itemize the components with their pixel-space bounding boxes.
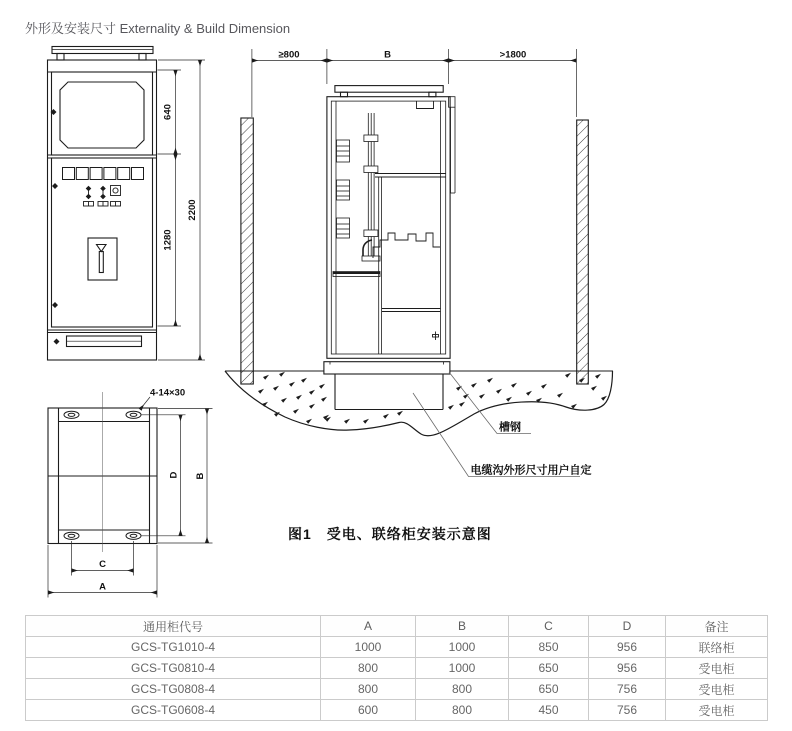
cell-remark: 受电柜 bbox=[666, 700, 768, 721]
dim-right-clearance: >1800 bbox=[499, 49, 527, 61]
cell-b: 800 bbox=[416, 679, 509, 700]
inspection-window bbox=[60, 82, 144, 148]
selector-switch bbox=[111, 186, 121, 196]
col-header-d: D bbox=[589, 616, 666, 637]
table-row bbox=[26, 658, 768, 679]
soil-boundary bbox=[225, 371, 613, 436]
insulator-stack bbox=[337, 140, 350, 238]
installation-view bbox=[225, 49, 613, 477]
cell-code: GCS-TG0808-4 bbox=[26, 679, 321, 700]
lifting-bar bbox=[52, 47, 153, 54]
cell-c: 450 bbox=[509, 700, 589, 721]
cell-code: GCS-TG0810-4 bbox=[26, 658, 321, 679]
cell-b: 800 bbox=[416, 700, 509, 721]
dim-label-a: A bbox=[99, 581, 106, 593]
button-group bbox=[84, 186, 121, 207]
col-header-b: B bbox=[416, 616, 509, 637]
cabinet-section bbox=[327, 86, 455, 359]
cell-c: 850 bbox=[509, 637, 589, 658]
cabinet-body bbox=[48, 60, 157, 360]
cell-c: 650 bbox=[509, 679, 589, 700]
breaker-outline bbox=[373, 233, 440, 258]
busbar bbox=[362, 113, 380, 261]
left-wall bbox=[241, 118, 253, 384]
cell-a: 800 bbox=[321, 658, 416, 679]
col-header-code: 通用柜代号 bbox=[26, 616, 321, 637]
cell-a: 800 bbox=[321, 679, 416, 700]
dim-label-d: D bbox=[168, 471, 180, 479]
installation-dimensions bbox=[252, 49, 577, 117]
conduit-hook bbox=[363, 240, 372, 256]
lower-door bbox=[52, 158, 153, 327]
cell-a: 1000 bbox=[321, 637, 416, 658]
table-row bbox=[26, 679, 768, 700]
cell-b: 1000 bbox=[416, 658, 509, 679]
section-title: 外形及安装尺寸 Externality & Build Dimension bbox=[25, 21, 291, 36]
front-view-dimensions bbox=[158, 60, 206, 360]
plan-view-dimensions bbox=[48, 388, 213, 598]
dim-label-c: C bbox=[99, 559, 106, 570]
col-header-c: C bbox=[509, 616, 589, 637]
ground bbox=[225, 371, 613, 436]
leader-labels bbox=[413, 372, 592, 477]
base-and-trench bbox=[324, 362, 450, 410]
front-view bbox=[48, 47, 157, 361]
cell-remark: 受电柜 bbox=[666, 679, 768, 700]
dimension-table bbox=[25, 615, 768, 721]
soil-marks bbox=[258, 372, 607, 424]
holes-label: 4-14×30 bbox=[150, 387, 186, 399]
dim-label-2200: 2200 bbox=[187, 199, 198, 221]
cell-a: 600 bbox=[321, 700, 416, 721]
table-row bbox=[26, 637, 768, 658]
plan-view bbox=[48, 392, 157, 552]
table-row bbox=[26, 700, 768, 721]
dim-label-1280: 1280 bbox=[162, 229, 174, 251]
dim-cabinet-depth: B bbox=[384, 49, 391, 61]
dim-left-clearance: ≥800 bbox=[278, 49, 300, 61]
cell-d: 956 bbox=[589, 637, 666, 658]
cell-b: 1000 bbox=[416, 637, 509, 658]
dim-label-b: B bbox=[195, 472, 206, 480]
cell-remark: 联络柜 bbox=[666, 637, 768, 658]
operating-handle bbox=[88, 238, 117, 280]
upper-door bbox=[52, 72, 153, 155]
cell-d: 956 bbox=[589, 658, 666, 679]
cell-remark: 受电柜 bbox=[666, 658, 768, 679]
right-wall bbox=[577, 120, 589, 384]
figure-caption: 图1 受电、联络柜安装示意图 bbox=[288, 526, 492, 542]
channel-steel-base bbox=[324, 362, 450, 374]
cell-d: 756 bbox=[589, 700, 666, 721]
cable-trench-label: 电缆沟外形尺寸用户自定 bbox=[470, 464, 592, 477]
door-handle bbox=[433, 332, 439, 341]
cell-c: 650 bbox=[509, 658, 589, 679]
table-header-row bbox=[26, 616, 768, 637]
cell-code: GCS-TG0608-4 bbox=[26, 700, 321, 721]
cell-code: GCS-TG1010-4 bbox=[26, 637, 321, 658]
col-header-remark: 备注 bbox=[666, 616, 768, 637]
meter-row bbox=[63, 168, 144, 180]
cell-d: 756 bbox=[589, 679, 666, 700]
channel-steel-label: 槽钢 bbox=[499, 421, 521, 434]
dim-label-640: 640 bbox=[162, 104, 174, 120]
col-header-a: A bbox=[321, 616, 416, 637]
